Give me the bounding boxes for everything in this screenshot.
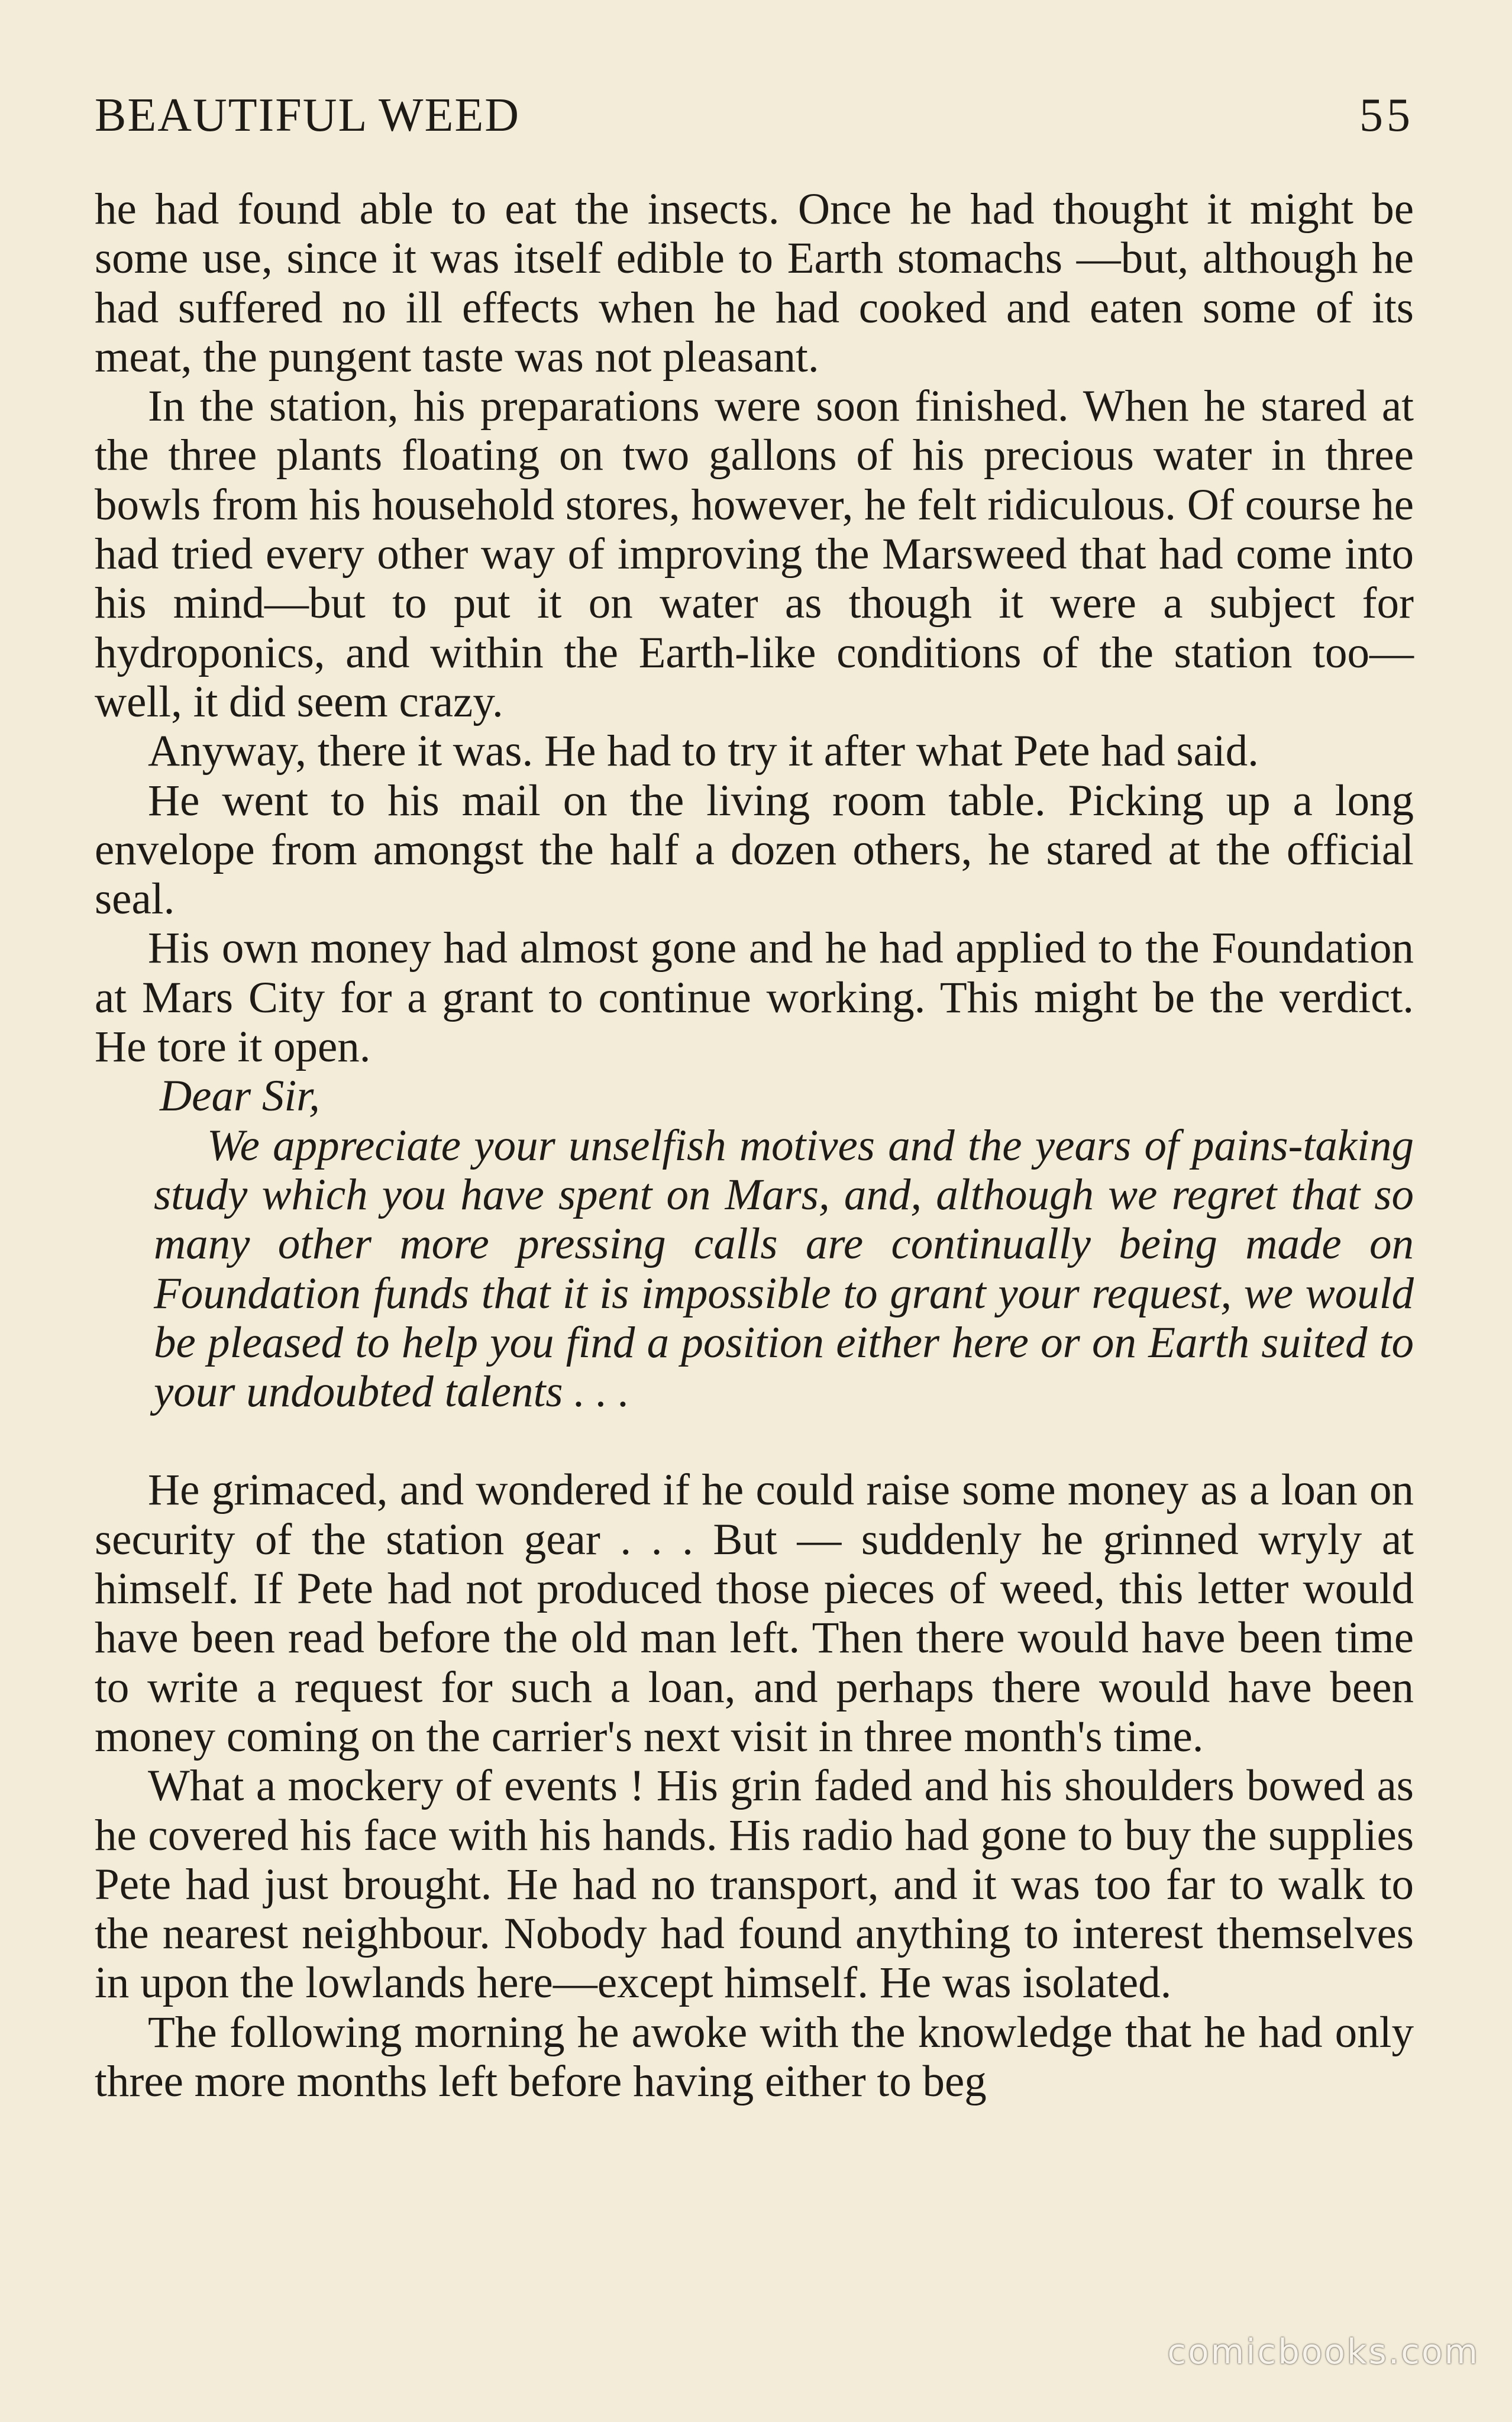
watermark: comicbooks.com (1167, 2331, 1479, 2372)
paragraph: Anyway, there it was. He had to try it after what Pete had said. (148, 726, 1259, 776)
paragraph: He went to his mail on the living room table. Picking up a long envelope from amongst the half a dozen others, he stared at the official seal. (95, 776, 1414, 924)
page-header (95, 89, 1414, 148)
section-gap (95, 1416, 1414, 1465)
letter-salutation: Dear Sir, (160, 1071, 320, 1121)
paragraph: His own money had almost gone and he had applied to the Foundation at Mars City for a grant to continue working. This might be the verdict. He tore it open. (95, 923, 1414, 1072)
paragraph: He grimaced, and wondered if he could raise some money as a loan on security of the station gear . . . But — suddenly he grinned wryly at himself. If Pete had not produced those pieces of weed, this letter would have been read before the old man left. Then there would have been time to write a request for such a loan, and perhaps there would have been money coming on the carrier's next visit in three month's time. (95, 1465, 1414, 1761)
letter-body: We appreciate your unselfish motives and the years of pains-taking study which you have spent on Mars, and, although we regret that so many other more pressing calls are continually being made on Foundation funds that it is impossible to grant your request, we would be pleased to help you find a position either here or on Earth suited to your undoubted talents . . . (154, 1120, 1414, 1417)
paragraph: In the station, his preparations were soon finished. When he stared at the three plants floating on two gallons of his precious water in three bowls from his household stores, however, he felt ridiculous. Of course he had tried every other way of improving the Marsweed that had come into his mind—but to put it on water as though it were a subject for hydroponics, and within the Earth-like conditions of the station too—well, it did seem crazy. (95, 382, 1414, 726)
paragraph: What a mockery of events ! His grin faded and his shoulders bowed as he covered his face with his hands. His radio had gone to buy the supplies Pete had just brought. He had no transport, and it was too far to walk to the nearest neighbour. Nobody had found anything to interest themselves in upon the lowlands here—except himself. He was isolated. (95, 1761, 1414, 2008)
running-head: BEAUTIFUL WEED (95, 89, 521, 141)
page-number: 55 (1359, 89, 1414, 141)
body-text (95, 185, 1414, 2106)
paragraph: he had found able to eat the insects. Once he had thought it might be some use, since it was itself edible to Earth stomachs —but, although he had suffered no ill effects when he had cooked and eaten some of its meat, the pungent taste was not pleasant. (95, 185, 1414, 382)
paragraph: The following morning he awoke with the knowledge that he had only three more months left before having either to beg (95, 2007, 1414, 2106)
